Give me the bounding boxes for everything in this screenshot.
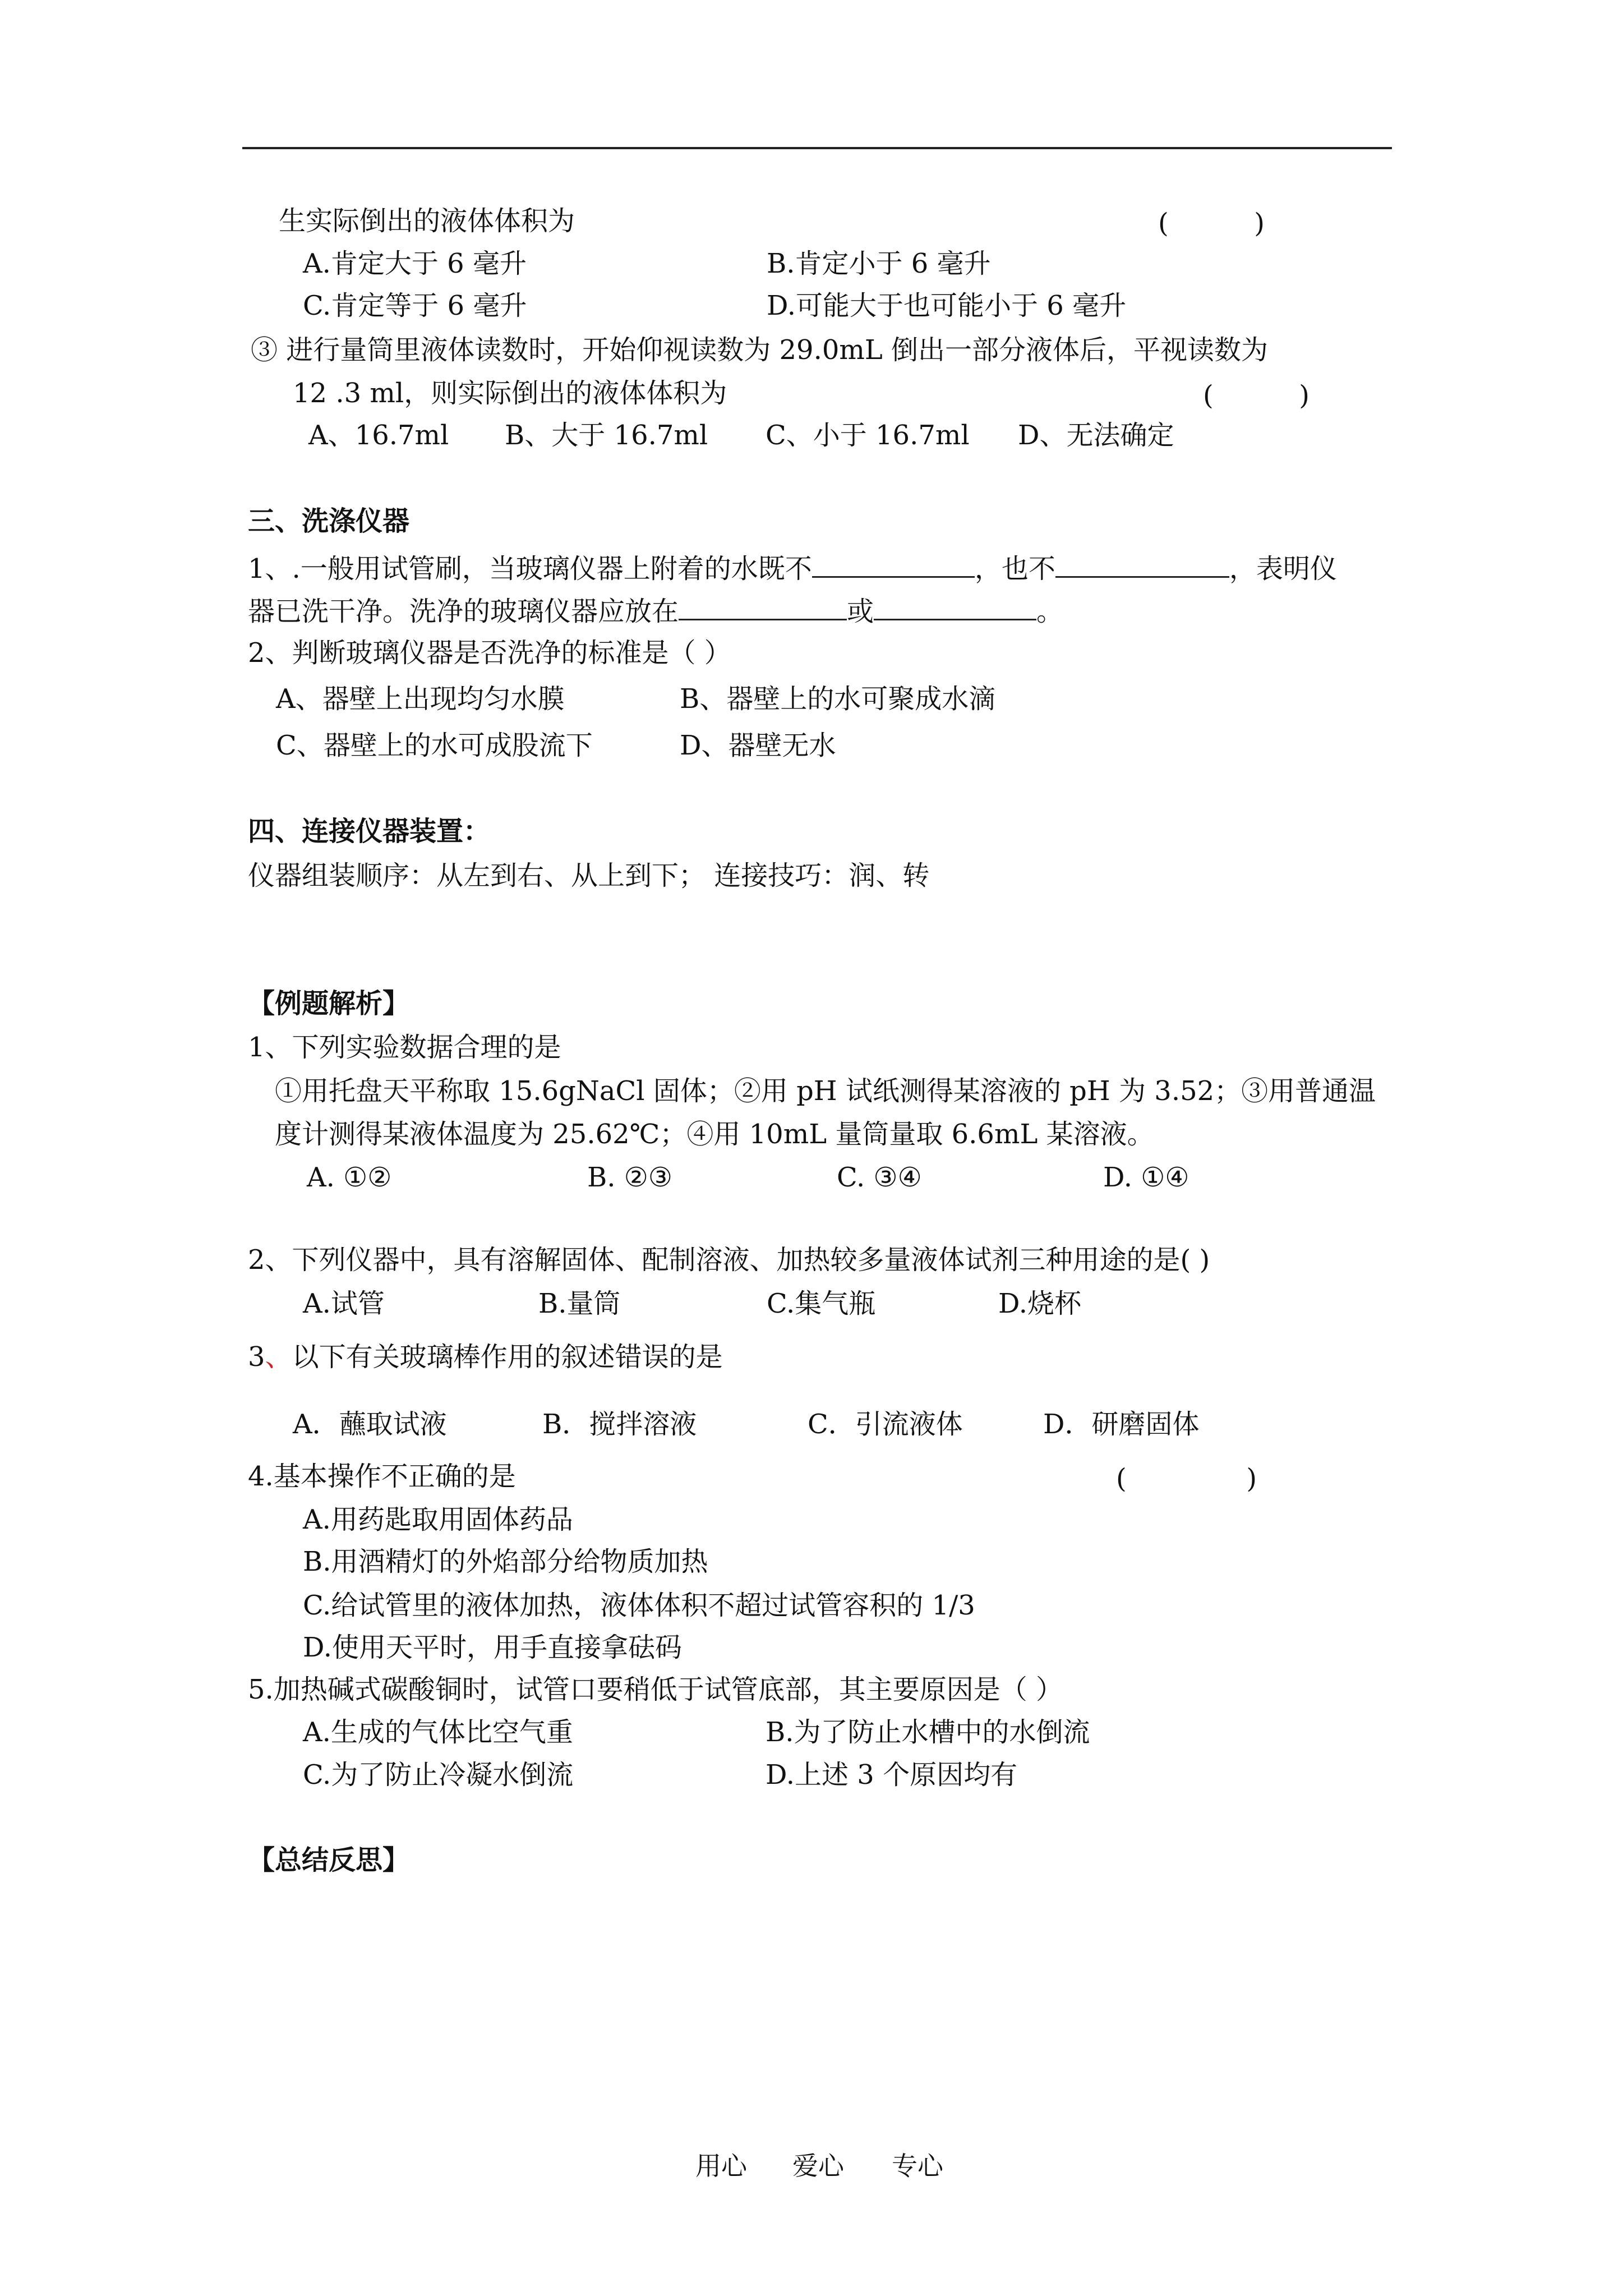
option-c: C．引流液体 bbox=[808, 1409, 963, 1440]
option-d: D．研磨固体 bbox=[1043, 1409, 1200, 1440]
option-b: B.肯定小于 6 毫升 bbox=[767, 248, 991, 279]
option-b: B、大于 16.7ml bbox=[505, 420, 708, 451]
option-a: A、器壁上出现均匀水膜 bbox=[276, 683, 565, 715]
option-c: C、小于 16.7ml bbox=[766, 420, 970, 451]
question-text: 器已洗干净。洗净的玻璃仪器应放在 bbox=[248, 596, 679, 627]
answer-parentheses: ( ) bbox=[1158, 208, 1265, 239]
section-title: 【总结反思】 bbox=[248, 1844, 410, 1876]
option-a: A. ①② bbox=[307, 1162, 392, 1193]
option-b: B.为了防止水槽中的水倒流 bbox=[766, 1717, 1090, 1748]
option-b: B、器壁上的水可聚成水滴 bbox=[680, 683, 996, 715]
answer-parentheses: ( ) bbox=[1116, 1463, 1257, 1494]
option-c: C. ③④ bbox=[837, 1162, 922, 1193]
option-d: D.上述 3 个原因均有 bbox=[766, 1759, 1018, 1791]
example-question-1: 1、下列实验数据合理的是 bbox=[248, 1032, 561, 1063]
footer-text: 爱心 bbox=[792, 2151, 844, 2181]
section-text: 仪器组装顺序：从左到右、从上到下； 连接技巧：润、转 bbox=[248, 860, 930, 891]
answer-blank[interactable] bbox=[1055, 551, 1229, 578]
example-question-5: 5.加热碱式碳酸铜时，试管口要稍低于试管底部，其主要原因是（ ） bbox=[248, 1674, 1063, 1705]
example-question-2: 2、下列仪器中，具有溶解固体、配制溶液、加热较多量液体试剂三种用途的是( ) bbox=[248, 1244, 1210, 1276]
option-d: D.烧杯 bbox=[998, 1288, 1082, 1319]
section-title: 三、洗涤仪器 bbox=[248, 505, 410, 537]
example-question-4: 4.基本操作不正确的是 bbox=[248, 1461, 516, 1492]
option-b: B.用酒精灯的外焰部分给物质加热 bbox=[303, 1546, 708, 1577]
answer-blank[interactable] bbox=[874, 594, 1036, 620]
option-c: C、器壁上的水可成股流下 bbox=[276, 730, 593, 761]
answer-blank[interactable] bbox=[679, 594, 847, 620]
question-mark-red: 、 bbox=[265, 1341, 292, 1373]
fill-in-question-1 bbox=[248, 551, 1337, 585]
question-text: ，表明仪 bbox=[1229, 553, 1337, 585]
question-number: 3 bbox=[248, 1341, 265, 1373]
option-a: A．蘸取试液 bbox=[293, 1409, 447, 1440]
option-b: B. ②③ bbox=[587, 1162, 672, 1193]
option-a: A.试管 bbox=[303, 1288, 385, 1319]
footer-text: 用心 bbox=[695, 2151, 747, 2181]
option-b: B.量筒 bbox=[538, 1288, 621, 1319]
option-c: C.集气瓶 bbox=[767, 1288, 876, 1319]
option-b: B．搅拌溶液 bbox=[542, 1409, 697, 1440]
option-d: D、器壁无水 bbox=[680, 730, 836, 761]
option-a: A.肯定大于 6 毫升 bbox=[303, 248, 527, 279]
option-c: C.肯定等于 6 毫升 bbox=[303, 290, 527, 321]
question-text: 。 bbox=[1036, 596, 1064, 627]
footer-text: 专心 bbox=[892, 2151, 943, 2181]
option-d: D.使用天平时，用手直接拿砝码 bbox=[303, 1632, 683, 1663]
answer-parentheses: ( ) bbox=[1203, 380, 1310, 411]
question-text: 1、.一般用试管刷，当玻璃仪器上附着的水既不 bbox=[248, 553, 812, 585]
question-3-line2: 12 .3 ml，则实际倒出的液体体积为 bbox=[293, 378, 727, 409]
option-d: D. ①④ bbox=[1103, 1162, 1189, 1193]
question-text: 以下有关玻璃棒作用的叙述错误的是 bbox=[292, 1341, 723, 1373]
option-a: A.用药匙取用固体药品 bbox=[303, 1504, 573, 1535]
option-d: D、无法确定 bbox=[1018, 420, 1174, 451]
option-d: D.可能大于也可能小于 6 毫升 bbox=[767, 290, 1127, 321]
question-text: ，也不 bbox=[974, 553, 1055, 585]
section-title: 四、连接仪器装置： bbox=[248, 816, 491, 847]
question-2: 2、判断玻璃仪器是否洗净的标准是（ ） bbox=[248, 637, 731, 669]
example-question-3 bbox=[248, 1341, 723, 1373]
question-text: ①用托盘天平称取 15.6gNaCl 固体；②用 pH 试纸测得某溶液的 pH 为 3.52；③用普通温 bbox=[275, 1075, 1376, 1107]
question-3-line1: ③ 进行量筒里液体读数时，开始仰视读数为 29.0mL 倒出一部分液体后，平视读数为 bbox=[251, 334, 1269, 366]
answer-blank[interactable] bbox=[812, 551, 975, 578]
question-text: 度计测得某液体温度为 25.62℃；④用 10mL 量筒量取 6.6mL 某溶液。 bbox=[275, 1119, 1154, 1150]
header-rule bbox=[242, 147, 1392, 149]
option-c: C.给试管里的液体加热，液体体积不超过试管容积的 1/3 bbox=[303, 1590, 975, 1621]
question-text: 或 bbox=[847, 596, 874, 627]
option-a: A、16.7ml bbox=[308, 420, 449, 451]
option-c: C.为了防止冷凝水倒流 bbox=[303, 1759, 574, 1791]
option-a: A.生成的气体比空气重 bbox=[303, 1717, 573, 1748]
fill-in-question-1-cont bbox=[248, 594, 1063, 625]
question-continuation: 生实际倒出的液体体积为 bbox=[279, 205, 575, 237]
section-title: 【例题解析】 bbox=[248, 988, 410, 1019]
